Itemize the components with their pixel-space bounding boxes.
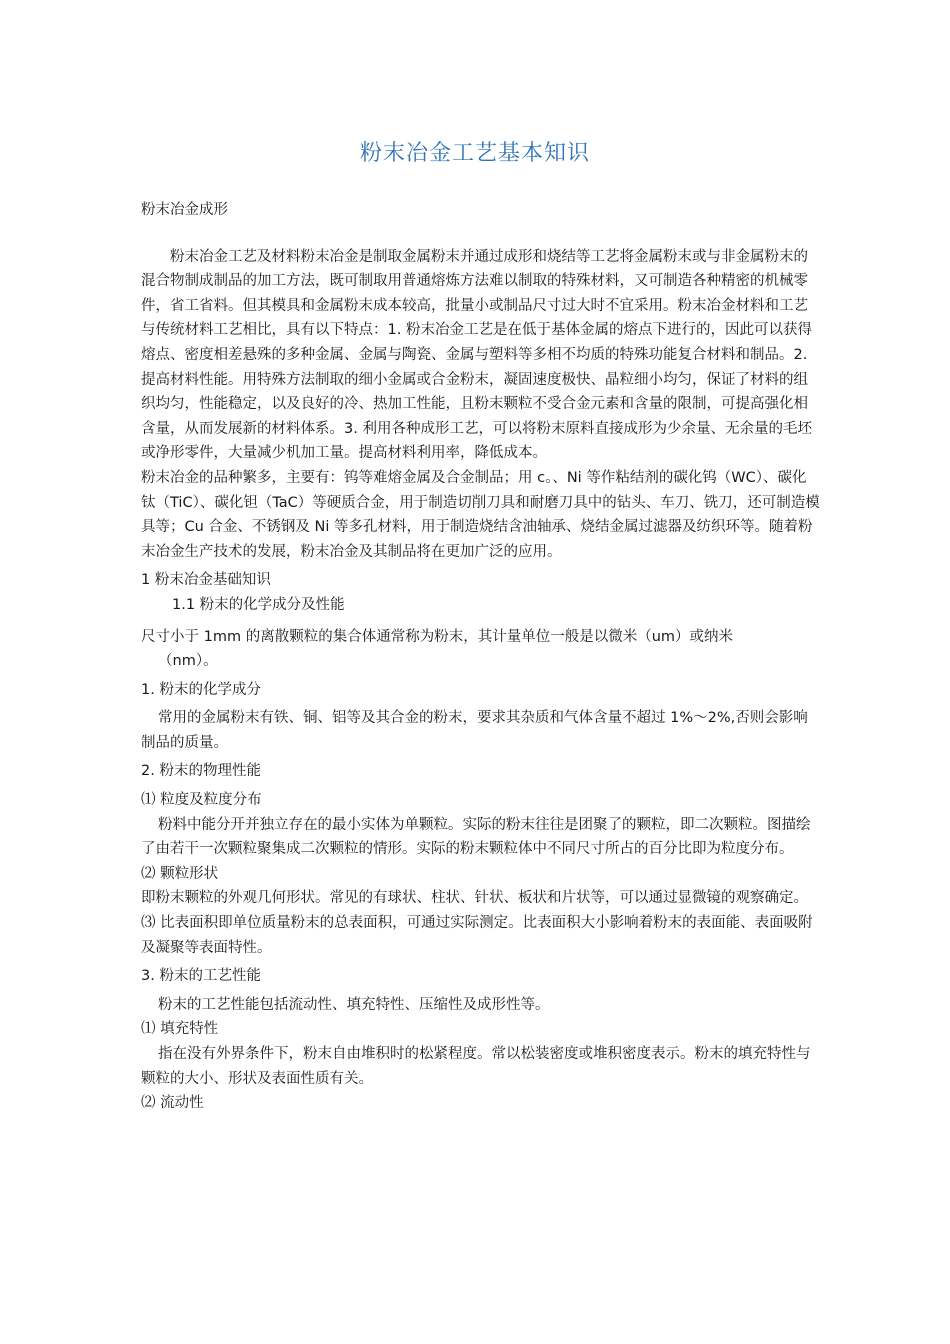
- heading-chemical-composition: 1. 粉末的化学成分: [141, 681, 261, 698]
- heading-granularity: ⑴ 粒度及粒度分布: [141, 792, 262, 809]
- section-heading: 粉末冶金成形: [141, 202, 228, 218]
- heading-flowability: ⑵ 流动性: [141, 1095, 204, 1112]
- paragraph-specific-surface: ⑶ 比表面积即单位质量粉末的总表面积，可通过实际测定。比表面积大小影响着粉末的表面能、表面吸附及凝聚等表面特性。: [141, 915, 813, 956]
- heading-chemical-and-performance: 1.1 粉末的化学成分及性能: [172, 596, 345, 613]
- paragraph-process-properties: 粉末的工艺性能包括流动性、填充特性、压缩性及成形性等。: [158, 996, 550, 1013]
- heading-particle-shape: ⑵ 颗粒形状: [141, 865, 219, 882]
- heading-basics: 1 粉末冶金基础知识: [141, 572, 271, 589]
- heading-process-properties: 3. 粉末的工艺性能: [141, 968, 261, 985]
- paragraph-size-definition: 尺寸小于 1mm 的离散颗粒的集合体通常称为粉末，其计量单位一般是以微米（um）或纳米: [141, 628, 734, 645]
- document-title: [0, 136, 950, 167]
- heading-filling: ⑴ 填充特性: [141, 1021, 219, 1038]
- document-body: [141, 198, 821, 1116]
- paragraph-varieties: 粉末冶金的品种繁多，主要有：钨等难熔金属及合金制品；用 c。、Ni 等作粘结剂的碳化钨（WC）、碳化钛（TiC）、碳化钽（TaC）等硬质合金，用于制造切削刀具和耐磨刀具中的钻头、车刀、铣刀，还可制造模具等；Cu 合金、不锈钢及 Ni 等多孔材料，用于制造烧结含油轴承、烧结金属过滤器及纺织环等。随着粉末冶金生产技术的发展，粉末冶金及其制品将在更加广泛的应用。: [141, 469, 820, 560]
- paragraph-particle-shape: 即粉末颗粒的外观几何形状。常见的有球状、柱状、针状、板状和片状等，可以通过显微镜的观察确定。: [141, 890, 808, 907]
- paragraph-chemical-composition: 常用的金属粉末有铁、铜、铝等及其合金的粉末，要求其杂质和气体含量不超过 1%〜2%,否则会影响制品的质量。: [141, 710, 808, 751]
- heading-physical-properties: 2. 粉末的物理性能: [141, 763, 261, 780]
- paragraph-filling: 指在没有外界条件下，粉末自由堆积时的松紧程度。常以松装密度或堆积密度表示。粉末的填充特性与颗粒的大小、形状及表面性质有关。: [141, 1046, 811, 1087]
- paragraph-size-definition-cont: （nm）。: [158, 653, 218, 670]
- document-title-text: 粉末冶金工艺基本知识: [359, 141, 590, 166]
- paragraph-granularity: 粉料中能分开并独立存在的最小实体为单颗粒。实际的粉末往往是团聚了的颗粒，即二次颗粒。图描绘了由若干一次颗粒聚集成二次颗粒的情形。实际的粉末颗粒体中不同尺寸所占的百分比即为粒度分布。: [141, 816, 811, 858]
- paragraph-intro: 粉末冶金工艺及材料粉末冶金是制取金属粉末并通过成形和烧结等工艺将金属粉末或与非金属粉末的混合物制成制品的加工方法，既可制取用普通熔炼方法难以制取的特殊材料，又可制造各种精密的机械零件，省工省料。但其模具和金属粉末成本较高，批量小或制品尺寸过大时不宜采用。粉末冶金材料和工艺与传统材料工艺相比，具有以下特点：1. 粉末冶金工艺是在低于基体金属的熔点下进行的，因此可以获得熔点、密度相差悬殊的多种金属、金属与陶瓷、金属与塑料等多相不均质的特殊功能复合材料和制品。2. 提高材料性能。用特殊方法制取的细小金属或合金粉末，凝固速度极快、晶粒细小均匀，保证了材料的组织均匀，性能稳定，以及良好的冷、热加工性能，且粉末颗粒不受合金元素和含量的限制，可提高强化相含量，从而发展新的材料体系。3. 利用各种成形工艺，可以将粉末原料直接成形为少余量、无余量的毛坯或净形零件，大量减少机加工量。提高材料利用率，降低成本。: [141, 248, 812, 462]
